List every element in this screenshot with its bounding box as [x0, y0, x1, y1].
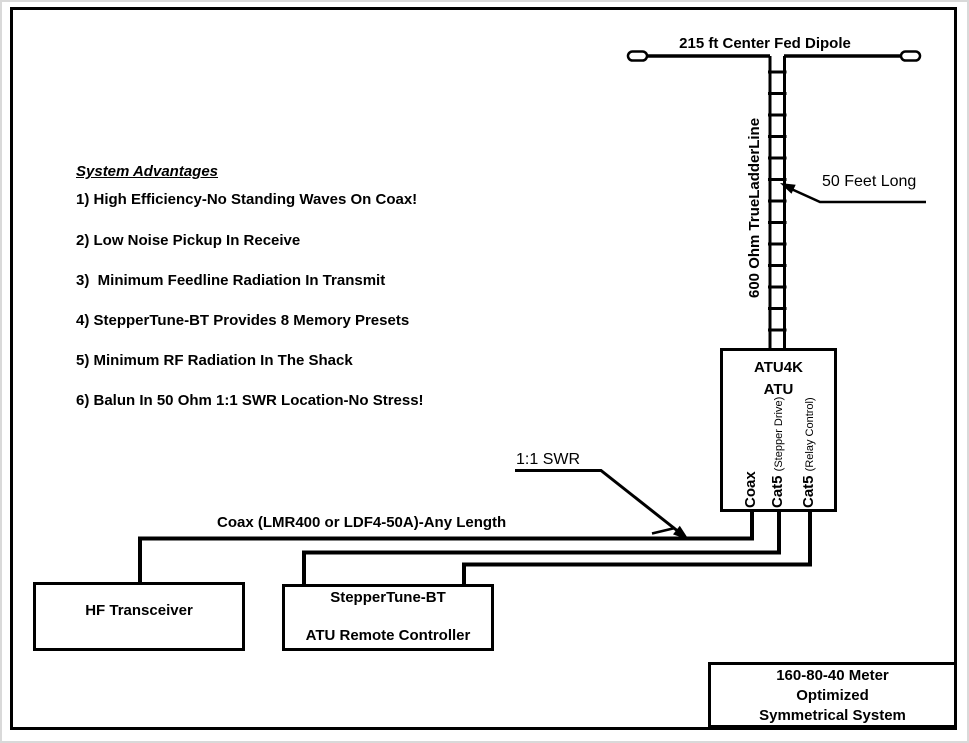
title-block-line1: 160-80-40 Meter	[776, 667, 889, 684]
advantage-item-2: 2) Low Noise Pickup In Receive	[76, 232, 301, 249]
cat5-relay-cable	[464, 512, 810, 586]
ladder-line-label: 600 Ohm TrueLadderLine	[746, 117, 763, 298]
swr-label: 1:1 SWR	[516, 451, 581, 468]
atu-port-stepper-text: Cat5	[769, 475, 786, 508]
dipole-end-insulator-right-icon	[901, 52, 920, 61]
atu-port-relay-text: Cat5	[800, 475, 817, 508]
fifty-feet-arrowhead-icon	[780, 183, 796, 194]
steppertune-label: StepperTune-BT	[330, 589, 446, 606]
advantages-title: System Advantages	[76, 163, 219, 180]
atu-port-stepper-note: (Stepper Drive)	[773, 396, 785, 472]
coax-run-label: Coax (LMR400 or LDF4-50A)-Any Length	[217, 514, 507, 531]
dipole-end-insulator-left-icon	[628, 52, 647, 61]
swr-arrowhead-barb	[652, 528, 675, 534]
steppertune-box	[282, 584, 494, 651]
swr-leader-line	[515, 471, 684, 537]
title-block	[708, 662, 957, 728]
atu-title-line2: ATU	[763, 381, 794, 398]
dipole-label: 215 ft Center Fed Dipole	[679, 35, 851, 52]
hf-transceiver-box	[33, 582, 245, 651]
advantage-item-6: 6) Balun In 50 Ohm 1:1 SWR Location-No Stress!	[76, 392, 424, 409]
remote-controller-label: ATU Remote Controller	[305, 627, 471, 644]
title-block-line2: Optimized	[796, 687, 869, 704]
ladder-length-label: 50 Feet Long	[822, 173, 917, 190]
atu-port-coax-text: Coax	[742, 471, 759, 508]
atu-port-relay-label	[800, 397, 817, 508]
advantage-item-1: 1) High Efficiency-No Standing Waves On Coax!	[76, 191, 418, 208]
advantage-item-4: 4) StepperTune-BT Provides 8 Memory Presets	[76, 312, 410, 329]
atu-port-relay-note: (Relay Control)	[804, 397, 816, 472]
advantage-item-5: 5) Minimum RF Radiation In The Shack	[76, 352, 353, 369]
atu-port-coax-label	[742, 471, 759, 508]
atu-port-stepper-label	[769, 397, 786, 508]
hf-transceiver-label: HF Transceiver	[85, 602, 193, 619]
advantage-item-3: 3) Minimum Feedline Radiation In Transmit	[76, 272, 386, 289]
title-block-line3: Symmetrical System	[759, 707, 906, 724]
atu-title-line1: ATU4K	[754, 359, 803, 376]
